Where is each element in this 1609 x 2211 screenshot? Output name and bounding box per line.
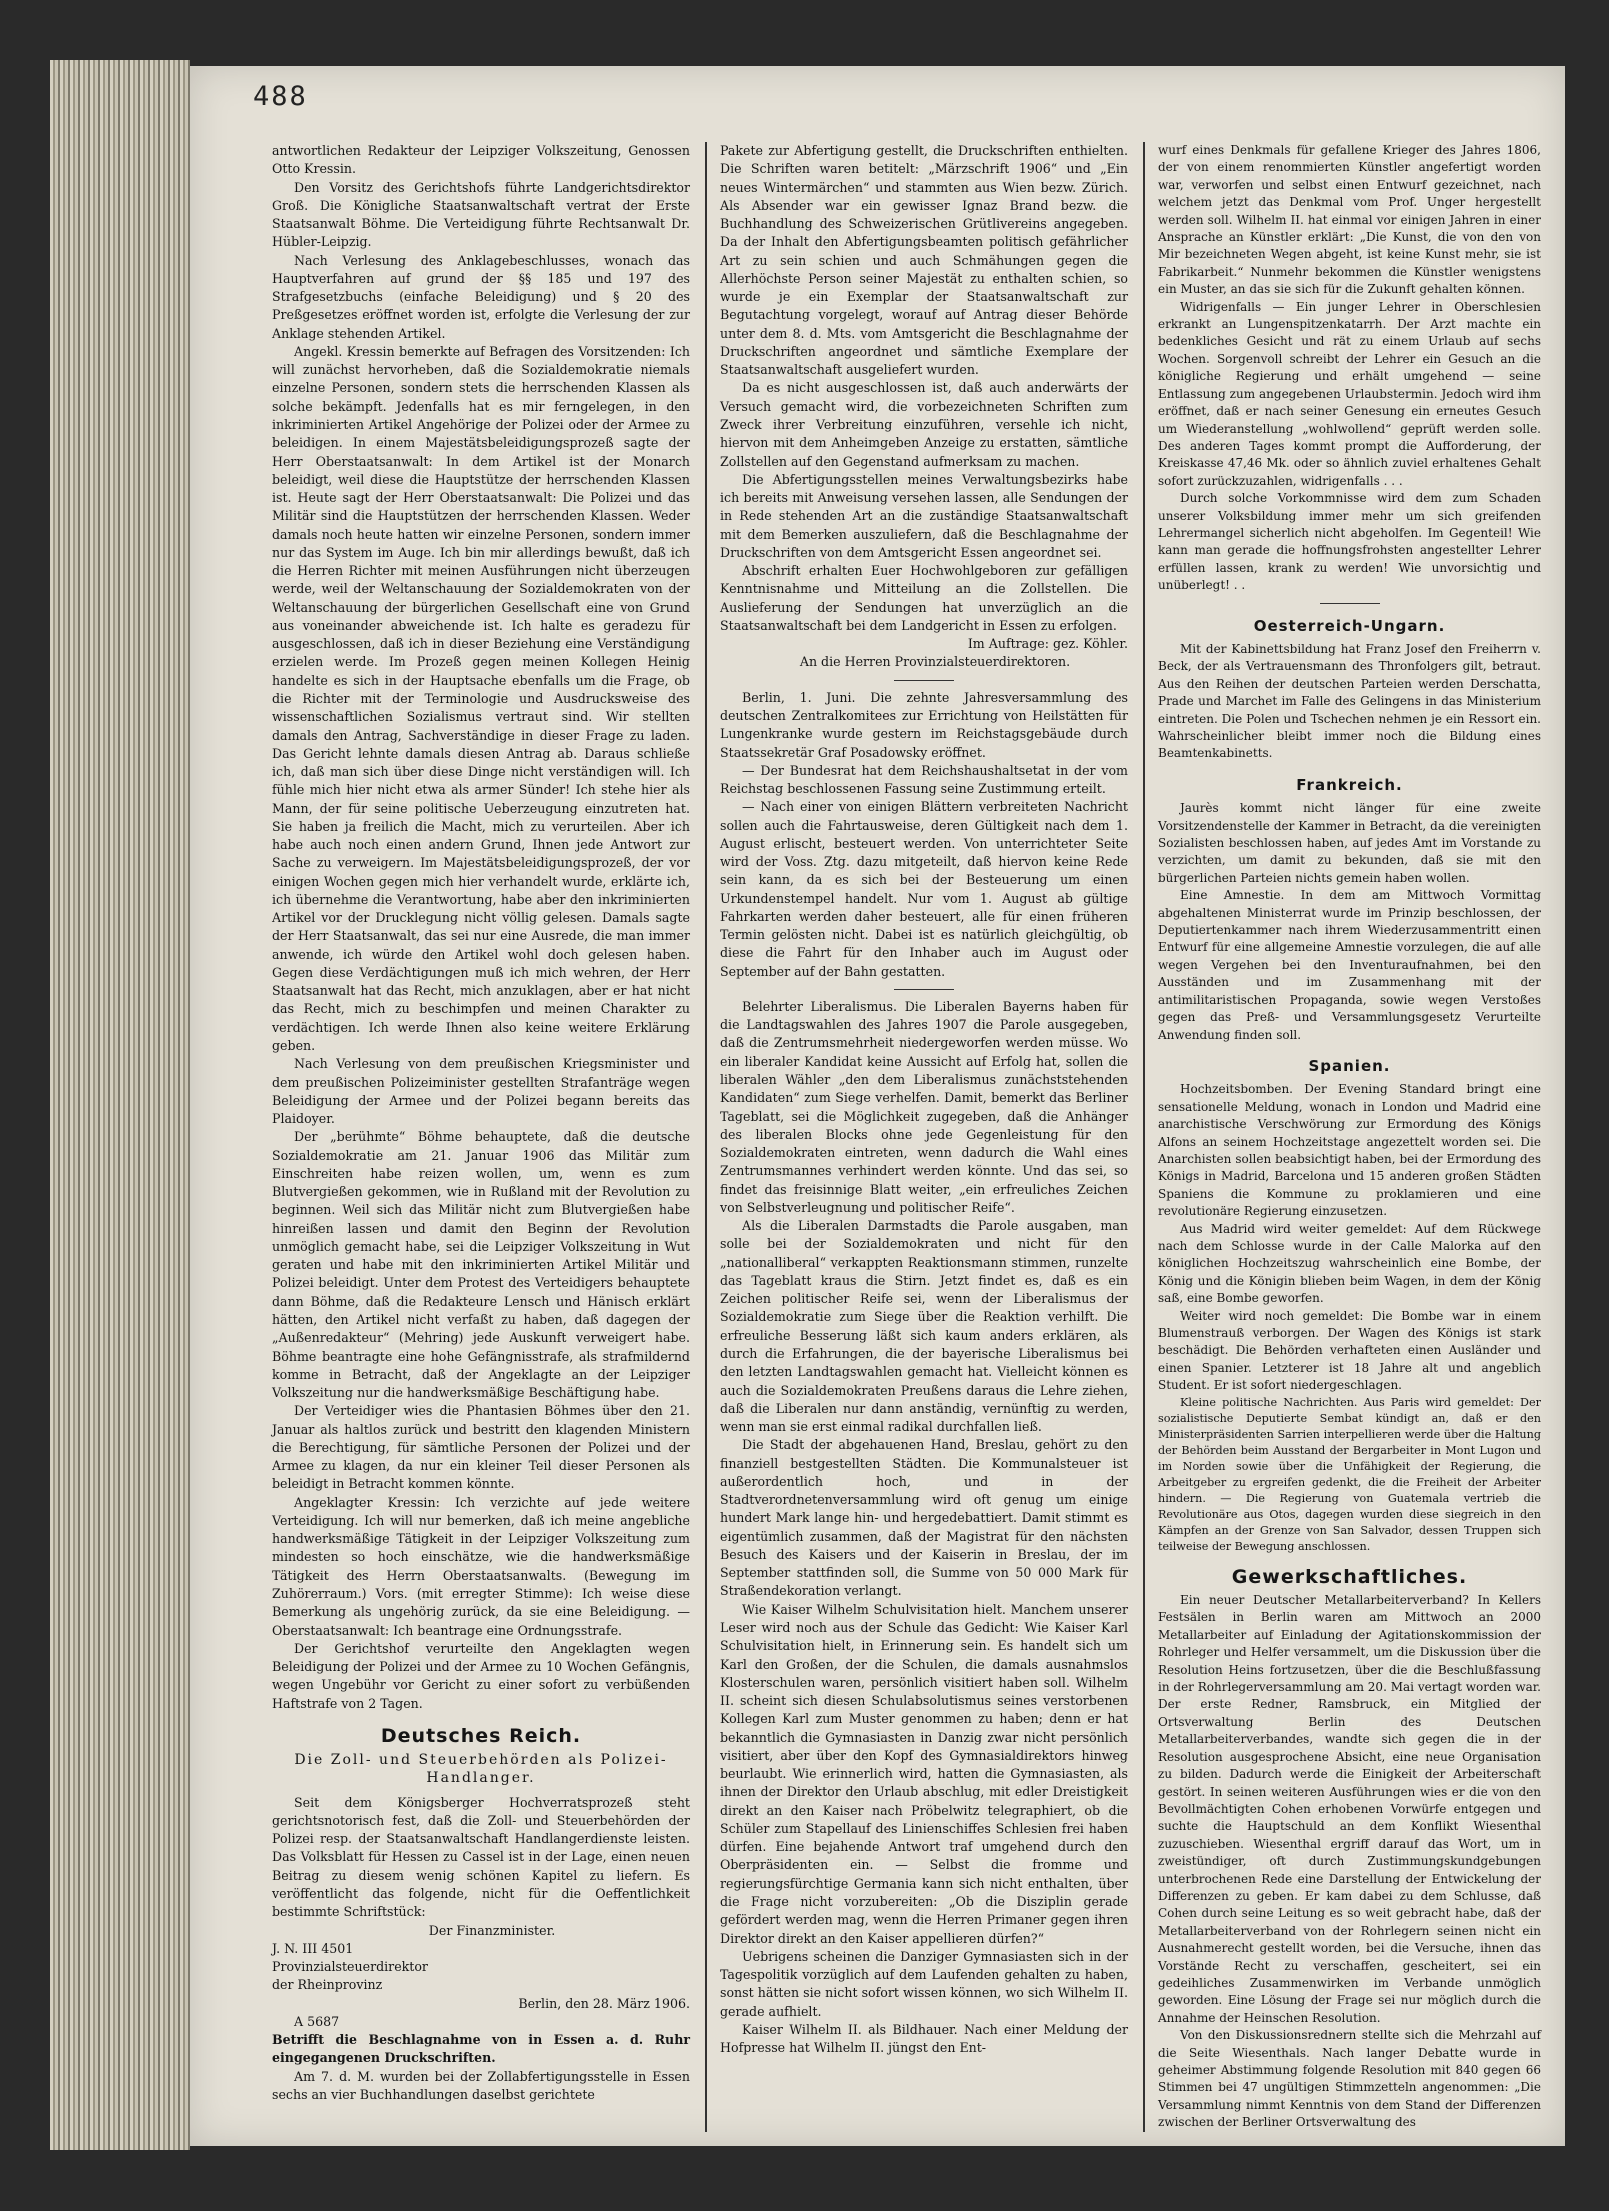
- section-heading: Gewerkschaftliches.: [1231, 1565, 1468, 1588]
- section-heading: Deutsches Reich.: [380, 1724, 582, 1747]
- book-spine: [50, 60, 190, 2150]
- paragraph: Aus Madrid wird weiter gemeldet: Auf dem Rückwege nach dem Schlosse wurde in der Calle Malorka auf den königlichen Hochzeitszug wahrscheinlich eine Bombe, der König und die Königin blieben beim Wagen, in dem der König saß, eine Bombe geworfen.: [1158, 1221, 1541, 1306]
- document-line: A 5687: [294, 2013, 340, 2029]
- paragraph: Hochzeitsbomben. Der Evening Standard bringt eine sensationelle Meldung, wonach in London und Madrid eine anarchistische Verschwörung zur Ermordung des Königs Alfons an seinem Hochzeitstage angezettelt worden sei. Die Anarchisten sollen beabsichtigt haben, bei der Ermordung des Königs in Madrid, Barcelona und 15 anderen großen Städten Spaniens die Kommune zu proklamieren und eine revolutionäre Regierung einzusetzen.: [1158, 1082, 1541, 1219]
- column-2: [720, 142, 1128, 2057]
- separator: [894, 680, 954, 681]
- separator: [894, 989, 954, 990]
- paragraph: Durch solche Vorkommnisse wird dem zum Schaden unserer Volksbildung immer mehr um sich greifenden Lehrermangel sicherlich nicht abgeholfen. Im Gegenteil! Wie kann man gerade die hoffnungsfrohsten angestellter Lehrer erfüllen lassen, krank zu werden! Wie unvorsichtig und unüberlegt! . .: [1158, 491, 1541, 593]
- paragraph: Der Verteidiger wies die Phantasien Böhmes über den 21. Januar als haltlos zurück und bestritt den klagenden Ministern die Berechtigung, für sämtliche Personen der Polizei und der Armee zu klagen, da nur ein kleiner Teil dieser Personen als beleidigt in Betracht kommen könnte.: [272, 1403, 690, 1492]
- paragraph: Kaiser Wilhelm II. als Bildhauer. Nach einer Meldung der Hofpresse hat Wilhelm II. jüngst den Ent-: [720, 2021, 1128, 2056]
- document-line: Berlin, den 28. März 1906.: [518, 1995, 690, 2011]
- paragraph: Da es nicht ausgeschlossen ist, daß auch anderwärts der Versuch gemacht wird, die vorbezeichneten Schriften zum Zweck ihrer Verbreitung einzuführen, versehle ich nicht, hiervon mit dem Anheimgeben Anzeige zu erstatten, sämtliche Zollstellen auf den Gegenstand aufmerksam zu machen.: [720, 380, 1128, 469]
- paragraph: Den Vorsitz des Gerichtshofs führte Landgerichtsdirektor Groß. Die Königliche Staatsanwaltschaft vertrat der Erste Staatsanwalt Böhme. Die Verteidigung führte Rechtsanwalt Dr. Hübler-Leipzig.: [272, 179, 690, 250]
- document-line: der Rheinprovinz: [272, 1977, 383, 1993]
- document-line: Der Finanzminister.: [428, 1922, 556, 1938]
- paragraph: Jaurès kommt nicht länger für eine zweite Vorsitzendenstelle der Kammer in Betracht, da die vereinigten Sozialisten beschlossen haben, auf jedes Amt im Vorstande zu verzichten, um damit zu bekunden, daß sie mit den bürgerlichen Parteien nichts gemein haben wollen.: [1158, 801, 1541, 885]
- document-line: Provinzialsteuerdirektor: [272, 1959, 428, 1975]
- paragraph: Die Abfertigungsstellen meines Verwaltungsbezirks habe ich bereits mit Anweisung versehen lassen, alle Sendungen der in Rede stehenden Art an die zuständige Staatsanwaltschaft mit dem Bemerken auszuliefern, daß die Beschlagnahme der Druckschriften von dem Amtsgericht Essen angeordnet sei.: [720, 471, 1128, 560]
- paragraph: Belehrter Liberalismus. Die Liberalen Bayerns haben für die Landtagswahlen des Jahres 1907 die Parole ausgegeben, daß die Zentrumsmehrheit niedergeworfen werden müsse. Wo ein liberaler Kandidat keine Aussicht auf Erfolg hat, sollen die liberalen Wähler „den dem Liberalismus zunächststehenden Kandidaten“ zum Siege verhelfen. Damit, bemerkt das Berliner Tageblatt, sei die Möglichkeit zugegeben, daß die Anhänger des liberalen Blocks ohne jede Gegenleistung für den Sozialdemokraten eintreten, wenn dadurch die Wahl eines Zentrumsmannes verhindert werden könnte. Und das sei, so findet das freisinnige Blatt weiter, „ein erfreuliches Zeichen von Selbstverleugnung und politischer Reife“.: [720, 998, 1128, 1215]
- article-title: Die Zoll- und Steuerbehörden als Polizei-Handlanger.: [294, 1752, 668, 1787]
- paragraph: — Der Bundesrat hat dem Reichshaushaltsetat in der vom Reichstag beschlossenen Fassung seine Zustimmung erteilt.: [720, 762, 1128, 797]
- paragraph: Weiter wird noch gemeldet: Die Bombe war in einem Blumenstrauß verborgen. Der Wagen des Königs ist stark beschädigt. Die Behörden verhafteten einen Ausländer und einen Spanier. Letzterer ist 18 Jahre alt und angeblich Student. Er ist sofort niedergeschlagen.: [1158, 1308, 1541, 1393]
- paragraph: Widrigenfalls — Ein junger Lehrer in Oberschlesien erkrankt an Lungenspitzenkatarrh. Der Arzt machte ein bedenkliches Gesicht und rät zu einem Urlaub auf sechs Wochen. Sorgenvoll schreibt der Lehrer ein Gesuch an die königliche Regierung und erhält umgehend — seine Entlassung zum angegebenen Urlaubstermin. Jedoch wird ihm eröffnet, daß er nach seiner Genesung ein erneutes Gesuch um Wiederanstellung „wohlwollend“ geprüft werden solle. Des anderen Tages kommt prompt die Aufforderung, der Kreiskasse 47,46 Mk. oder so ähnlich zuviel erhaltenes Gehalt sofort zurückzuzahlen, widrigenfalls . . .: [1158, 299, 1541, 488]
- paragraph: antwortlichen Redakteur der Leipziger Volkszeitung, Genossen Otto Kressin.: [272, 143, 690, 177]
- section-heading: Spanien.: [1308, 1056, 1391, 1075]
- newspaper-page: [190, 66, 1565, 2146]
- document-line: J. N. III 4501: [272, 1940, 354, 1956]
- paragraph: wurf eines Denkmals für gefallene Krieger des Jahres 1806, der von einem renommierten Künstler angefertigt worden war, verworfen und selbst einen Entwurf gezeichnet, nach welchem jetzt das Denkmal vom Prof. Unger hergestellt werden soll. Wilhelm II. hat einmal vor einigen Jahren in einer Ansprache an Künstler erklärt: „Die Kunst, die von den von Mir bezeichneten Wegen abgeht, ist keine Kunst mehr, sie ist Fabrikarbeit.“ Nunmehr bekommen die Künstler wenigstens ein Muster, an das sie sich für die Zukunft gehalten können.: [1158, 143, 1541, 297]
- paragraph: Abschrift erhalten Euer Hochwohlgeboren zur gefälligen Kenntnisnahme und Mitteilung an die Zollstellen. Die Auslieferung der Sendungen hat unverzüglich an die Staatsanwaltschaft bei dem Landgericht in Essen zu erfolgen.: [720, 563, 1128, 633]
- paragraph: Angekl. Kressin bemerkte auf Befragen des Vorsitzenden: Ich will zunächst hervorheben, daß die Sozialdemokratie niemals einzelne Personen, sondern stets die herrschenden Klassen als solche bekämpft. Jedenfalls hat es mir ferngelegen, in den inkriminierten Artikel Angehörige der Polizei oder der Armee zu beleidigen. In einem Majestätsbeleidigungsprozeß sagte der Herr Oberstaatsanwalt: In dem Artikel ist der Monarch beleidigt, weil diese die Hauptstütze der herrschenden Klassen ist. Heute sagt der Herr Oberstaatsanwalt: Die Polizei und das Militär sind die Hauptstützen der herrschenden Klassen. Weder damals noch heute hatten wir einzelne Personen, sondern immer nur das System im Auge. Ich bin mir allerdings bewußt, daß ich die Herren Richter mit meinen Ausführungen nicht überzeugen werde, weil der Weltanschauung der Sozialdemokraten von der Weltanschauung der bürgerlichen Gesellschaft eine von Grund aus voneinander abweichende ist. Ich halte es geradezu für ausgeschlossen, daß ich in dieser Beziehung eine Verständigung erzielen werde. Im Prozeß gegen meinen Kollegen Heinig handelte es sich in der Hauptsache ebenfalls um die Frage, ob die Richter mit der Terminologie und Ausdrucksweise des wissenschaftlichen Sozialismus vertraut sind. Wir stellten damals den Antrag, Sachverständige in dieser Frage zu laden. Das Gericht lehnte damals diesen Antrag ab. Daraus schließe ich, daß man sich über diese Dinge nicht verständigen will. Ich fühle mich hier nicht etwa als armer Sünder! Ich stehe hier als Mann, der für seine politische Ueberzeugung einzutreten hat. Sie haben ja freilich die Macht, mich zu verurteilen. Aber ich habe auch noch einen andern Grund, Ihnen jede Antwort zur Sache zu verweigern. Im Majestätsbeleidigungsprozeß, der vor einigen Wochen gegen mich hier verhandelt wurde, erklärte ich, ich übernehme die Verantwortung, habe aber den inkriminierten Artikel vor der Drucklegung nicht völlig gelesen. Damals sagte der Herr Staatsanwalt, das sei nur eine Ausrede, die man immer anwende, ich würde den Artikel wohl doch gelesen haben. Gegen diese Verdächtigungen muß ich mich wehren, der Herr Staatsanwalt hat das Recht, mich anzuklagen, aber er hat nicht das Recht, mich zu beschimpfen und meinen Charakter zu verdächtigen. Ich werde Ihnen also keine weitere Erklärung geben.: [272, 343, 690, 1054]
- paragraph: Am 7. d. M. wurden bei der Zollabfertigungsstelle in Essen sechs an vier Buchhandlungen daselbst gerichtete: [272, 2068, 690, 2102]
- paragraph: Berlin, 1. Juni. Die zehnte Jahresversammlung des deutschen Zentralkomitees zur Errichtung von Heilstätten für Lungenkranke wurde gestern im Reichstagsgebäude durch Staatssekretär Graf Posadowsky eröffnet.: [720, 689, 1128, 760]
- column-divider: [1143, 142, 1145, 2132]
- section-heading: Frankreich.: [1296, 775, 1403, 794]
- paragraph: Nach Verlesung von dem preußischen Kriegsminister und dem preußischen Polizeiminister gestellten Strafanträge wegen Beleidigung der Armee und der Polizei begann bereits das Plaidoyer.: [272, 1056, 690, 1127]
- paragraph: Mit der Kabinettsbildung hat Franz Josef den Freiherrn v. Beck, der als Vertrauensmann des Thronfolgers gilt, betraut. Aus den Reihen der deutschen Parteien werden Derschatta, Prade und Marchet im Falle des Gelingens in das Ministerium eintreten. Die Polen und Tschechen nehmen je ein Ressort ein. Wahrscheinlicher bleibt immer noch die Bildung eines Beamtenkabinetts.: [1158, 641, 1541, 761]
- paragraph: Kleine politische Nachrichten. Aus Paris wird gemeldet: Der sozialistische Deputierte Sembat kündigt an, daß er den Ministerpräsidenten Sarrien interpellieren werde über die Haltung der Behörden beim Ausstand der Bergarbeiter in Mont Lugon und im Norden sowie über die Unfähigkeit der Regierung, die Arbeitgeber zu ergreifen gedenkt, die die Freiheit der Arbeiter hindern. — Die Regierung von Guatemala vertrieb die Revolutionäre aus Otos, dagegen wurden diese siegreich in den Kämpfen an der Grenze von San Salvador, dessen Truppen sich teilweise der Bewegung anschlossen.: [1158, 1395, 1541, 1553]
- paragraph: Wie Kaiser Wilhelm Schulvisitation hielt. Manchem unserer Leser wird noch aus der Schule das Gedicht: Wie Kaiser Karl Schulvisitation hielt, in Erinnerung sein. Es handelt sich um Karl den Großen, der die Schulen, die damals ausnahmslos Klosterschulen waren, persönlich visitiert haben soll. Wilhelm II. scheint sich diesen Schulabsolutismus seines verstorbenen Kollegen Karl zum Muster genommen zu haben; denn er hat bekanntlich die Gymnasiasten in Danzig zwar nicht persönlich visitiert, aber über den Kopf des Gymnasialdirektors hinweg beurlaubt. Wie erinnerlich wird, hatten die Gymnasiasten, als ihnen der Direktor den Urlaub abschlug, mit edler Dreistigkeit direkt an den Kaiser nach Pröbelwitz telegraphiert, ob die Schüler zum Stapellauf des Linienschiffes Schlesien frei haben dürfen. Eine bejahende Antwort traf umgehend durch den Oberpräsidenten ein. — Selbst die fromme und regierungsfürchtige Germania kann sich nicht enthalten, über die Frage nicht vorzubereiten: „Ob die Disziplin gerade gefördert werden mag, wenn die Herren Primaner gegen ihren Direktor direkt an den Kaiser appellieren dürfen?“: [720, 1601, 1128, 1946]
- column-1: [272, 142, 690, 2104]
- paragraph: Der Gerichtshof verurteilte den Angeklagten wegen Beleidigung der Polizei und der Armee zu 10 Wochen Gefängnis, wegen Ungebühr vor Gericht zu einer sofort zu verbüßenden Haftstrafe von 2 Tagen.: [272, 1640, 690, 1711]
- document-line: Betrifft die Beschlagnahme von in Essen a. d. Ruhr eingegangenen Druckschriften.: [272, 2032, 690, 2066]
- paragraph: Der „berühmte“ Böhme behauptete, daß die deutsche Sozialdemokratie am 21. Januar 1906 das Militär zum Einschreiten habe reizen wollen, um, wenn es zum Blutvergießen gekommen, wie in Rußland mit der Revolution zu beginnen. Weil sich das Militär nicht zum Blutvergießen habe hinreißen lassen und damit den Beginn der Revolution unmöglich gemacht habe, sei die Leipziger Volkszeitung in Wut geraten und habe mit den inkriminierten Artikel Militär und Polizei beleidigt. Unter dem Protest des Verteidigers behauptete dann Böhme, daß die Redakteure Lensch und Hänisch erklärt hätten, den Artikel nicht verfaßt zu haben, daß dagegen der „Außenredakteur“ (Mehring) jede Auskunft verweigert habe. Böhme beantragte eine hohe Gefängnisstrafe, als strafmildernd komme in Betracht, daß der Angeklagte an der Leipziger Volkszeitung nur die handwerksmäßige Beschäftigung habe.: [272, 1129, 690, 1401]
- paragraph: — Nach einer von einigen Blättern verbreiteten Nachricht sollen auch die Fahrtausweise, deren Gültigkeit nach dem 1. August erlischt, besteuert werden. Von unterrichteter Seite wird der Voss. Ztg. dazu mitgeteilt, daß hiervon keine Rede sein kann, da es sich bei der Besteuerung um einen Urkundenstempel handelt. Nur vom 1. August ab gültige Fahrkarten werden daher besteuert, alle für einen früheren Termin gelösten nicht. Dabei ist es natürlich gleichgültig, ob diese die Fahrt für den Inhaber auch im August oder September auf der Bahn gestatten.: [720, 799, 1128, 979]
- column-3: [1158, 142, 1541, 2132]
- paragraph: Ein neuer Deutscher Metallarbeiterverband? In Kellers Festsälen in Berlin waren am Mittwoch an 2000 Metallarbeiter auf Einladung der Agitationskommission der Rohrleger und Helfer versammelt, um die Diskussion über die Resolution Heins fortzusetzen, über die die Beschlußfassung in der Rohrlegerversammlung am 20. Mai vertagt worden war. Der erste Redner, Ramsbruck, ein Mitglied der Ortsverwaltung Berlin des Deutschen Metallarbeiterverbandes, wandte sich gegen die in der Resolution ausgesprochene Absicht, eine neue Organisation zu bilden. Dadurch werde die Einigkeit der Arbeiterschaft gestört. In seinen weiteren Ausführungen wies er die von den Bevollmächtigten Cohen erhobenen Vorwürfe entgegen und suchte die Hauptschuld an dem Konflikt Wiesenthal zuzuschieben. Wiesenthal ergriff darauf das Wort, um in zweistündiger, oft durch Zustimmungskundgebungen unterbrochenen Rede eine Darstellung der Entwickelung der Differenzen zu geben. Er kam dabei zu dem Schlusse, daß Cohen durch seine Leitung es so weit gebracht habe, daß der Metallarbeiterverband von der Rohrlegern seinen nicht ein Ausnahmerecht gestellt worden, bei die Versuche, ihnen das Vorstände Recht zu verschaffen, gescheitert, sei ein gedeihliches Zusammenwirken im Verbande unmöglich geworden. Eine Lösung der Frage sei nur möglich durch die Annahme der Heinschen Resolution.: [1158, 1593, 1541, 2025]
- paragraph: Seit dem Königsberger Hochverratsprozeß steht gerichtsnotorisch fest, daß die Zoll- und Steuerbehörden der Polizei resp. der Staatsanwaltschaft Handlangerdienste leisten. Das Volksblatt für Hessen zu Cassel ist in der Lage, einen neuen Beitrag zu diesem wenig schönen Kapitel zu liefern. Es veröffentlicht das folgende, nicht für die Oeffentlichkeit bestimmte Schriftstück:: [272, 1794, 690, 1920]
- column-divider: [705, 142, 707, 2132]
- separator: [1320, 603, 1380, 604]
- paragraph: Angeklagter Kressin: Ich verzichte auf jede weitere Verteidigung. Ich will nur bemerken, daß ich meine angebliche handwerksmäßige Tätigkeit in der Leipziger Volkszeitung zum mindesten so hoch einschätze, wie die handwerksmäßige Tätigkeit des Herrn Oberstaatsanwalts. (Bewegung im Zuhörerraum.) Vors. (mit erregter Stimme): Ich weise diese Bemerkung als ungehörig zurück, da sie eine Beleidigung. — Oberstaatsanwalt: Ich beantrage eine Ordnungsstrafe.: [272, 1494, 690, 1638]
- page-number: 488: [253, 81, 308, 112]
- paragraph: Uebrigens scheinen die Danziger Gymnasiasten sich in der Tagespolitik vorzüglich auf dem Laufenden gehalten zu haben, sonst hätten sie nicht sofort wissen können, wo sich Wilhelm II. gerade aufhielt.: [720, 1948, 1128, 2019]
- signature: Im Auftrage: gez. Köhler.: [967, 636, 1128, 652]
- section-heading: Oesterreich-Ungarn.: [1253, 616, 1446, 635]
- paragraph: Eine Amnestie. In dem am Mittwoch Vormittag abgehaltenen Ministerrat wurde im Prinzip beschlossen, der Deputiertenkammer nach ihrem Wiederzusammentritt einen Entwurf für eine allgemeine Amnestie vorzulegen, die auf alle wegen Vergehen bei den Inventuraufnahmen, bei den Ausständen und im Zusammenhang mit der antimilitaristischen Propaganda, sowie wegen Verstoßes gegen das Preß- und Versammlungsgesetz Verurteilte Anwendung finden soll.: [1158, 888, 1541, 1042]
- paragraph: Nach Verlesung des Anklagebeschlusses, wonach das Hauptverfahren auf grund der §§ 185 und 197 des Strafgesetzbuchs (einfache Beleidigung) und § 20 des Preßgesetzes eröffnet worden ist, erfolgte die Verlesung der zur Anklage stehenden Artikel.: [272, 252, 690, 341]
- paragraph: Pakete zur Abfertigung gestellt, die Druckschriften enthielten. Die Schriften waren betitelt: „Märzschrift 1906“ und „Ein neues Wintermärchen“ und stammten aus Wien bezw. Zürich. Als Absender war ein gewisser Ignaz Brand bezw. die Buchhandlung des Schweizerischen Grütlivereins angegeben. Da der Inhalt den Abfertigungsbeamten politisch gefährlicher Art zu sein schien und auch Schmähungen gegen die Allerhöchste Person seiner Majestät zu enthalten schien, so wurde je ein Exemplar der Staatsanwaltschaft zur Begutachtung vorgelegt, worauf auf Antrag dieser Behörde unter dem 8. d. Mts. vom Amtsgericht die Beschlagnahme der Druckschriften angeordnet und sämtliche Exemplare der Staatsanwaltschaft ausgeliefert wurden.: [720, 143, 1128, 378]
- paragraph: Die Stadt der abgehauenen Hand, Breslau, gehört zu den finanziell bestgestellten Städten. Die Kommunalsteuer ist außerordentlich hoch, und in der Stadtverordnetenversammlung wird oft genug um einige hundert Mark lange hin- und hergedebattiert. Damit stimmt es eigentümlich zusammen, daß der Magistrat für den nächsten Besuch des Kaisers und der Kaiserin in Breslau, der im September stattfinden soll, die Summe von 50 000 Mark für Straßendekoration verlangt.: [720, 1437, 1128, 1599]
- paragraph: Als die Liberalen Darmstadts die Parole ausgaben, man solle bei der Sozialdemokraten und nicht für den „nationalliberal“ verkappten Reaktionsmann stimmen, runzelte das Tageblatt kraus die Stirn. Jetzt findet es, daß es ein Zeichen politischer Reife sei, wenn der Liberalismus der Sozialdemokratie zum Siege über die Reaktion verhilft. Die erfreuliche Besserung läßt sich kaum anders erklären, als durch die Erfahrungen, die der bayerische Liberalismus bei den letzten Landtagswahlen gemacht hat. Vielleicht können es auch die Sozialdemokraten Preußens daraus die Lehre ziehen, daß die Liberalen nur dann anständig, vernünftig zu werden, wenn man sie erst einmal radikal durchfallen ließ.: [720, 1218, 1128, 1435]
- addressee: An die Herren Provinzialsteuerdirektoren.: [799, 654, 1071, 670]
- paragraph: Von den Diskussionsrednern stellte sich die Mehrzahl auf die Seite Wiesenthals. Nach langer Debatte wurde in geheimer Abstimmung folgende Resolution mit 840 gegen 66 Stimmen bei 47 ungültigen Stimmzetteln angenommen: „Die Versammlung nimmt Kenntnis von dem Stand der Differenzen zwischen der Berliner Ortsverwaltung des: [1158, 2028, 1541, 2130]
